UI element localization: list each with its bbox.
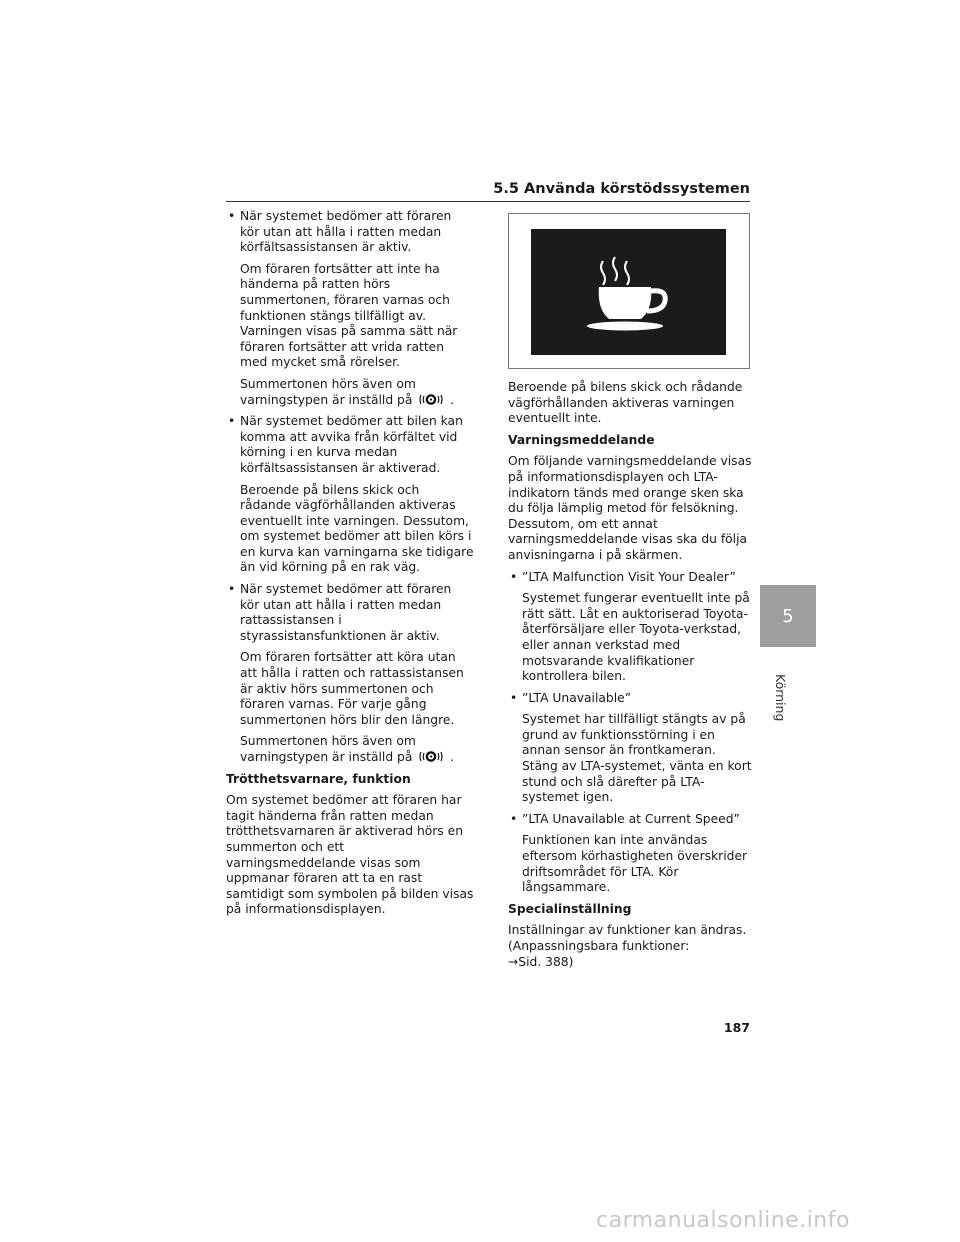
bullet-dot: •	[228, 582, 236, 597]
chapter-label: Körning	[773, 674, 788, 722]
paragraph: Om följande varningsmeddelande visas på informationsdisplayen och LTA-indikatorn tänds med orange sken ska du följa lämplig metod för felsökning. Dessutom, om ett annat varningsmeddelande visas ska du följa anvisningarna i på skärmen.	[508, 454, 752, 562]
text: .	[450, 392, 455, 407]
paragraph: När systemet bedömer att bilen kan komma att avvika från körfältet vid körning i en kurva medan körfältsassistansen är aktiverad.	[240, 414, 463, 475]
paragraph: Funktionen kan inte användas eftersom körhastigheten överskrider driftsområdet för LTA. Kör långsammare.	[522, 833, 748, 895]
paragraph: När systemet bedömer att föraren kör utan att hålla i ratten medan körfältsassistansen är aktiv.	[240, 209, 452, 255]
text: Summertonen hörs även om varningstypen är inställd på	[240, 376, 416, 407]
message-title: ”LTA Malfunction Visit Your Dealer”	[522, 569, 736, 584]
paragraph: Systemet fungerar eventuellt inte på rätt sätt. Låt en auktoriserad Toyota-återförsäljare eller Toyota-verkstad, eller annan verkstad med motsvarande kvalifikationer kontrollera bilen.	[522, 591, 750, 684]
list-item	[508, 691, 752, 806]
watermark: carmanualsonline.info	[596, 1208, 850, 1233]
text: Summertonen hörs även om varningstypen är inställd på	[240, 734, 416, 764]
page-reference-link[interactable]: →Sid. 388)	[508, 954, 574, 969]
display-screen	[531, 229, 726, 355]
paragraph: Beroende på bilens skick och rådande vägförhållanden aktiveras varningen eventuellt inte.	[508, 380, 743, 426]
page-number: 187	[723, 1020, 750, 1035]
subheading-fatigue: Trötthetsvarnare, funktion	[226, 771, 411, 786]
list-item	[508, 570, 752, 685]
list-item	[226, 414, 474, 576]
bullet-dot: •	[228, 414, 236, 429]
message-title: ”LTA Unavailable at Current Speed”	[522, 811, 740, 826]
subheading-warning: Varningsmeddelande	[508, 432, 655, 447]
list-item	[226, 209, 474, 408]
coffee-cup-icon	[531, 229, 726, 355]
section-title: 5.5 Använda körstödssystemen	[493, 181, 750, 197]
paragraph: När systemet bedömer att föraren kör utan att hålla i ratten medan rattassistansen i styrassistansfunktionen är aktiv.	[240, 582, 452, 643]
paragraph: Om föraren fortsätter att köra utan att hålla i ratten och rattassistansen är aktiv hörs summertonen och föraren varnas. För varje gång summertonen hörs blir den längre.	[240, 650, 464, 727]
chapter-number: 5	[782, 605, 794, 627]
paragraph: Beroende på bilens skick och rådande vägförhållanden aktiveras eventuellt inte varningen. Dessutom, om systemet bedömer att bilen körs i en kurva kan varningarna ske tidigare än vid körning på en rak väg.	[240, 482, 474, 575]
paragraph: Om föraren fortsätter att inte ha händerna på ratten hörs summertonen, föraren varnas och funktionen stängs tillfälligt av. Varningen visas på samma sätt när föraren fortsätter att vrida ratten med mycket små rörelser.	[240, 261, 458, 370]
paragraph	[508, 923, 752, 970]
section-header	[226, 180, 750, 202]
bullet-dot: •	[510, 569, 518, 584]
steering-wheel-vibration-icon	[418, 393, 444, 406]
chapter-tab[interactable]	[760, 585, 816, 647]
bullet-dot: •	[510, 690, 518, 705]
left-column	[226, 209, 474, 924]
paragraph: Systemet har tillfälligt stängts av på grund av funktionsstörning i en annan sensor än frontkameran. Stäng av LTA-systemet, vänta en kort stund och slå därefter på LTA-systemet igen.	[522, 712, 752, 805]
list-item	[508, 812, 752, 896]
steering-wheel-vibration-icon	[418, 750, 444, 763]
bullet-dot: •	[228, 209, 236, 223]
paragraph	[240, 734, 474, 765]
list-item	[226, 582, 474, 766]
bullet-dot: •	[510, 811, 518, 826]
text: .	[450, 750, 455, 764]
text: Inställningar av funktioner kan ändras. (Anpassningsbara funktioner:	[508, 923, 747, 953]
figure-frame	[508, 213, 750, 369]
subheading-custom: Specialinställning	[508, 901, 632, 916]
paragraph: Om systemet bedömer att föraren har tagit händerna från ratten medan trötthetsvarnaren är aktiverad hörs en summerton och ett varningsmeddelande visas som uppmanar föraren att ta en rast samtidigt som symbolen på bilden visas på informationsdisplayen.	[226, 793, 474, 917]
message-title: ”LTA Unavailable”	[522, 690, 632, 705]
paragraph	[240, 377, 474, 408]
right-column	[508, 380, 752, 976]
